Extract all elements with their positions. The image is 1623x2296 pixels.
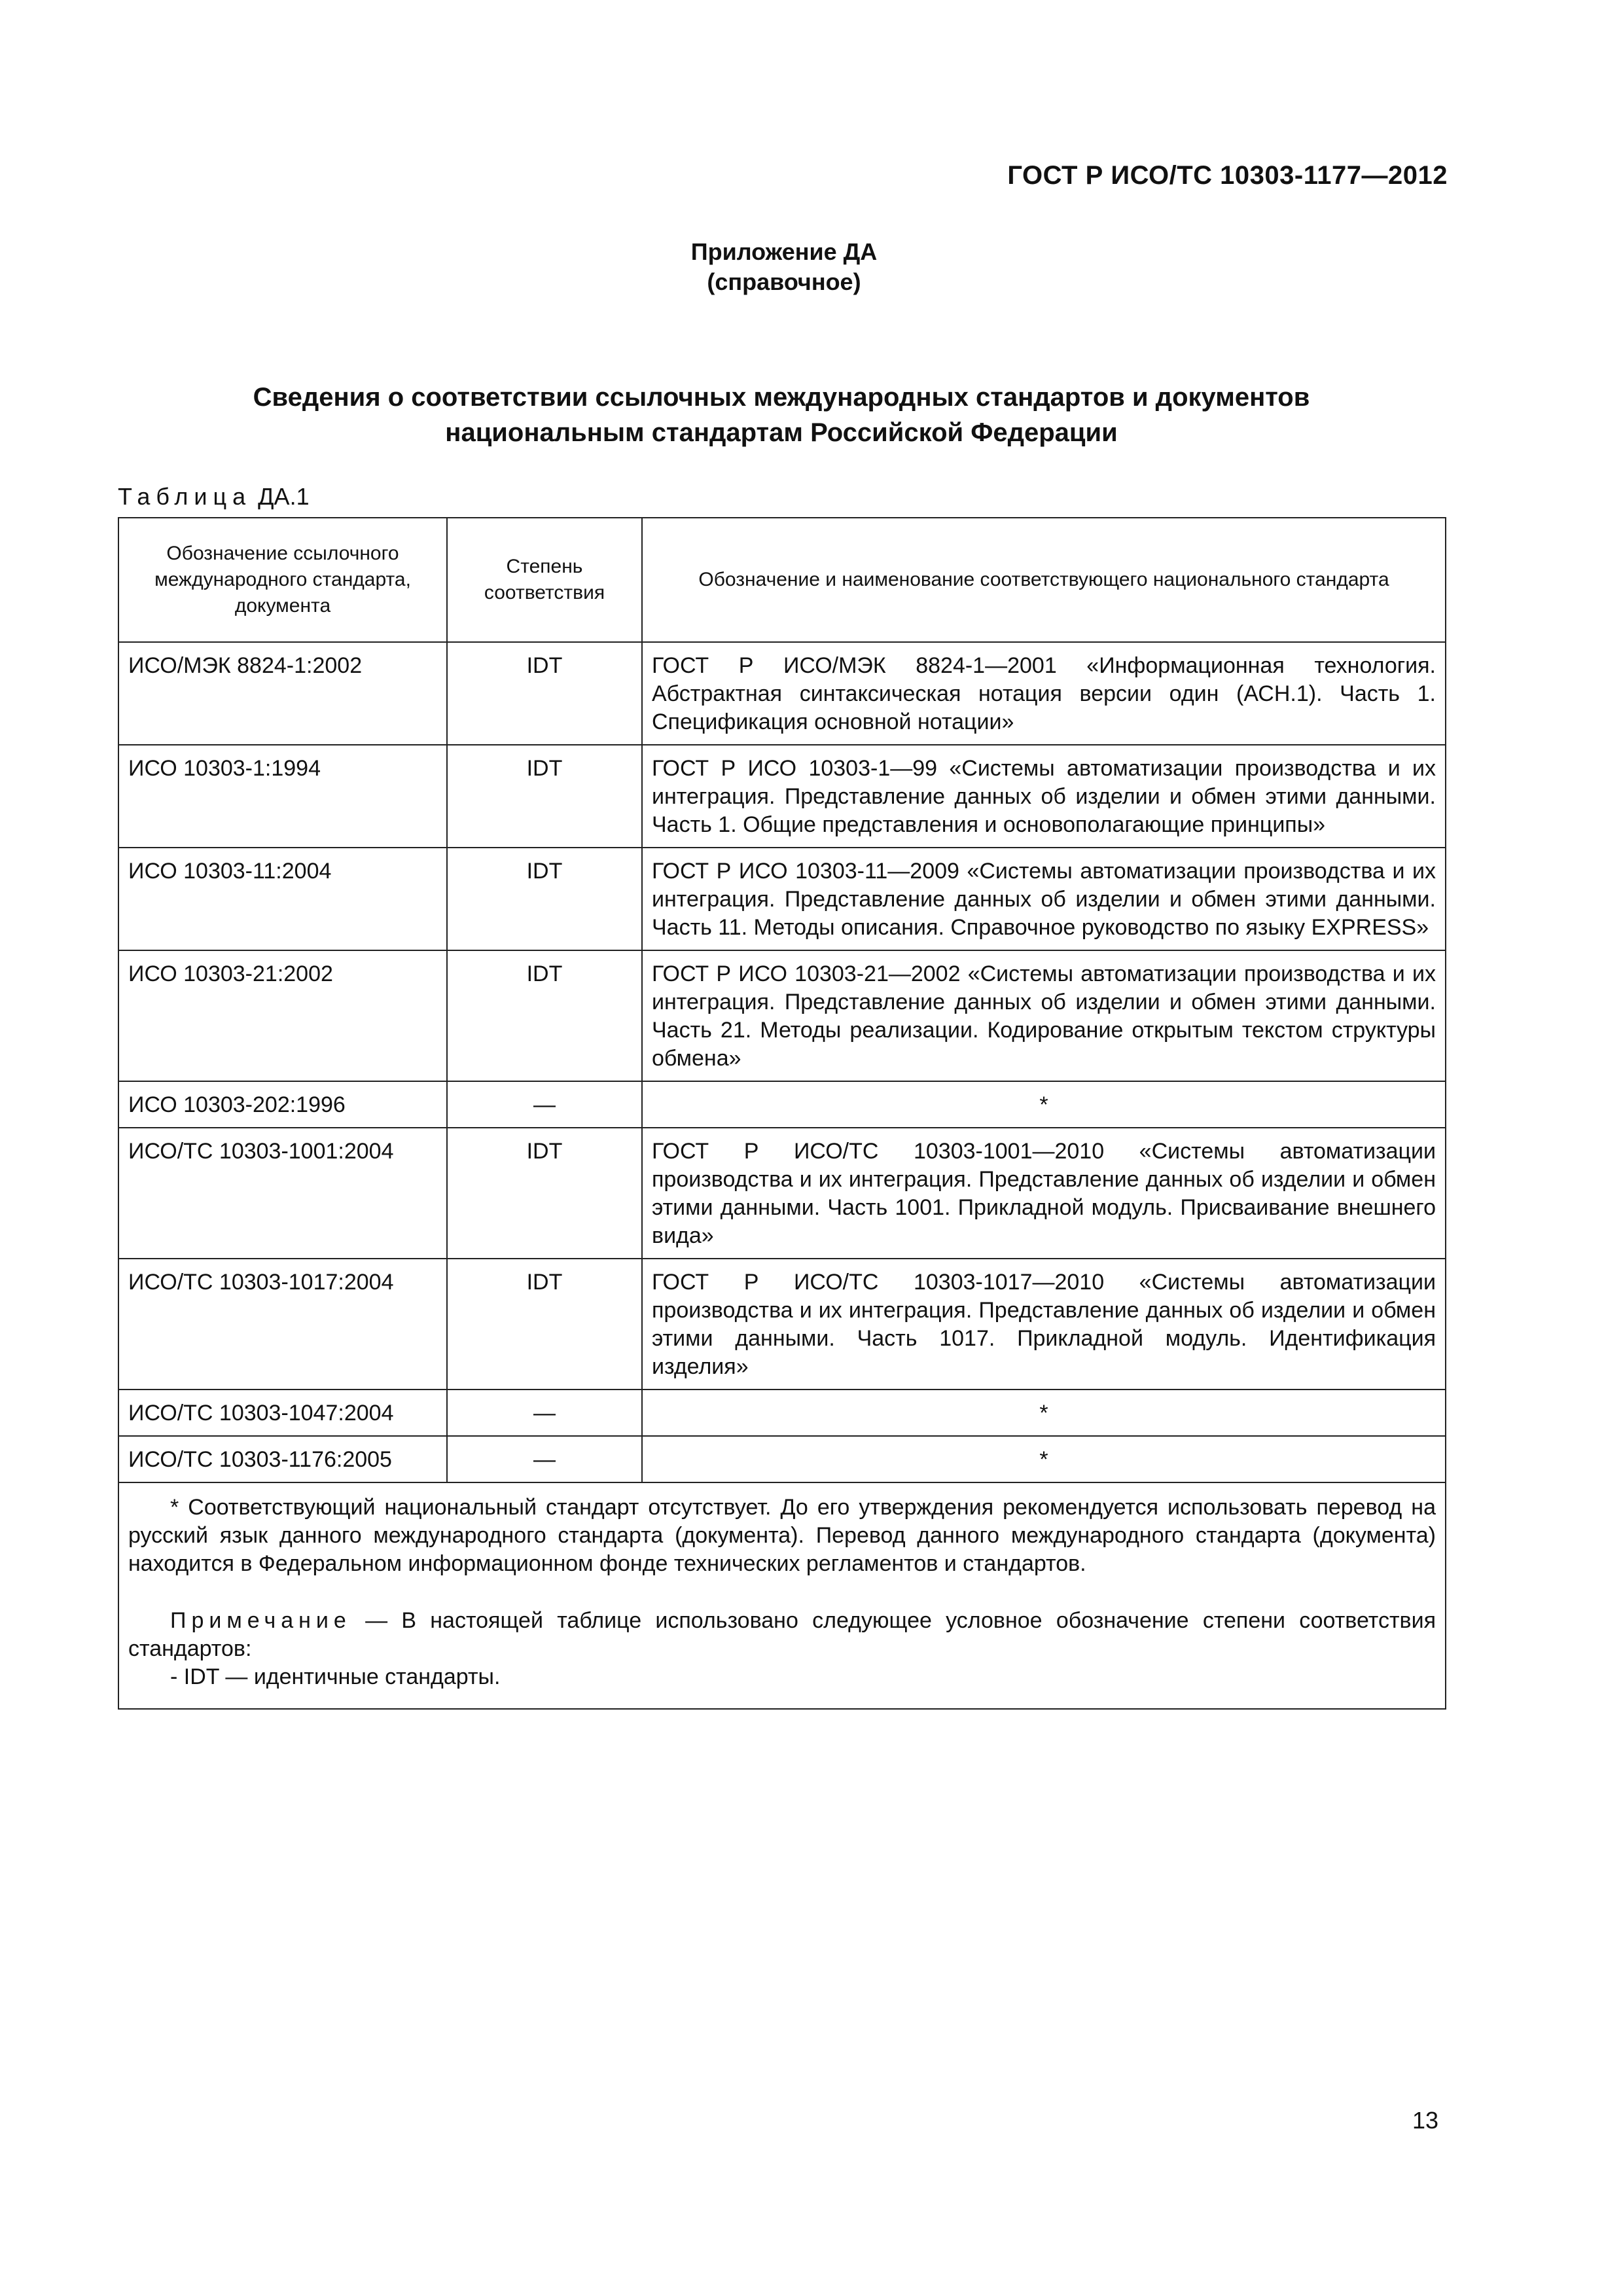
reference-standard-cell: ИСО/ТС 10303-1001:2004 (118, 1128, 447, 1259)
table-row (118, 1390, 1446, 1436)
column-header-reference: Обозначение ссылочного международного стандарта, документа (118, 518, 447, 642)
note-label: Примечание (170, 1608, 351, 1633)
section-title-line-1: Сведения о соответствии ссылочных международных стандартов и документов (253, 383, 1310, 412)
annex-type: (справочное) (707, 268, 861, 295)
table-row (118, 745, 1446, 848)
national-standard-cell: ГОСТ Р ИСО/ТС 10303-1017—2010 «Системы автоматизации производства и их интеграция. Представление данных об изделии и обмен этими данными. Часть 1017. Прикладной модуль. Идентификация изделия» (642, 1259, 1446, 1390)
degree-cell: IDT (447, 950, 642, 1081)
table-row (118, 950, 1446, 1081)
table-caption (118, 483, 310, 511)
table-row (118, 1436, 1446, 1482)
table-row (118, 642, 1446, 745)
table-header-row (118, 518, 1446, 642)
document-designation: ГОСТ Р ИСО/ТС 10303-1177—2012 (1007, 161, 1448, 190)
degree-cell: — (447, 1390, 642, 1436)
reference-standard-cell: ИСО/ТС 10303-1176:2005 (118, 1436, 447, 1482)
note-text: — В настоящей таблице использовано следующее условное обозначение степени соответствия стандартов: (128, 1608, 1436, 1661)
footnote-text: * Соответствующий национальный стандарт отсутствует. До его утверждения рекомендуется использовать перевод на русский язык данного международного стандарта (документа). Перевод данного международного стандарта (документа) находится в Федеральном информационном фонде технических регламентов и стандартов. (128, 1495, 1436, 1576)
national-standard-cell: ГОСТ Р ИСО 10303-11—2009 «Системы автоматизации производства и их интеграция. Представление данных об изделии и обмен этими данными. Часть 11. Методы описания. Справочное руководство по языку EXPRESS» (642, 848, 1446, 950)
reference-standard-cell: ИСО/ТС 10303-1047:2004 (118, 1390, 447, 1436)
degree-cell: IDT (447, 1128, 642, 1259)
national-standard-cell: ГОСТ Р ИСО/ТС 10303-1001—2010 «Системы автоматизации производства и их интеграция. Представление данных об изделии и обмен этими данными. Часть 1001. Прикладной модуль. Присваивание внешнего вида» (642, 1128, 1446, 1259)
reference-standard-cell: ИСО/МЭК 8824-1:2002 (118, 642, 447, 745)
table-footnote-cell (118, 1482, 1446, 1709)
degree-cell: IDT (447, 848, 642, 950)
degree-cell: IDT (447, 1259, 642, 1390)
section-title (118, 380, 1445, 450)
degree-cell: IDT (447, 642, 642, 745)
note-item: - IDT — идентичные стандарты. (170, 1664, 501, 1689)
correspondence-table-container (118, 517, 1445, 1710)
national-standard-cell: ГОСТ Р ИСО/МЭК 8824-1—2001 «Информационная технология. Абстрактная синтаксическая нотация версии один (АСН.1). Часть 1. Спецификация основной нотации» (642, 642, 1446, 745)
annex-title: Приложение ДА (690, 238, 878, 265)
degree-cell: — (447, 1081, 642, 1128)
table-footnote-row (118, 1482, 1446, 1709)
national-standard-cell: * (642, 1436, 1446, 1482)
table-row (118, 1128, 1446, 1259)
national-standard-cell: * (642, 1081, 1446, 1128)
table-caption-word: Таблица (118, 483, 252, 510)
table-row (118, 1081, 1446, 1128)
reference-standard-cell: ИСО 10303-1:1994 (118, 745, 447, 848)
reference-standard-cell: ИСО 10303-21:2002 (118, 950, 447, 1081)
table-row (118, 848, 1446, 950)
column-header-national: Обозначение и наименование соответствующего национального стандарта (642, 518, 1446, 642)
reference-standard-cell: ИСО/ТС 10303-1017:2004 (118, 1259, 447, 1390)
section-title-line-2: национальным стандартам Российской Федерации (445, 418, 1118, 447)
table-row (118, 1259, 1446, 1390)
reference-standard-cell: ИСО 10303-11:2004 (118, 848, 447, 950)
national-standard-cell: ГОСТ Р ИСО 10303-1—99 «Системы автоматизации производства и их интеграция. Представление данных об изделии и обмен этими данными. Часть 1. Общие представления и основополагающие принципы» (642, 745, 1446, 848)
reference-standard-cell: ИСО 10303-202:1996 (118, 1081, 447, 1128)
degree-cell: — (447, 1436, 642, 1482)
national-standard-cell: ГОСТ Р ИСО 10303-21—2002 «Системы автоматизации производства и их интеграция. Представление данных об изделии и обмен этими данными. Часть 21. Методы реализации. Кодирование открытым текстом структуры обмена» (642, 950, 1446, 1081)
column-header-degree: Степень соответствия (447, 518, 642, 642)
annex-heading (0, 237, 1568, 297)
table-caption-id: ДА.1 (258, 483, 310, 510)
correspondence-table (118, 517, 1446, 1710)
national-standard-cell: * (642, 1390, 1446, 1436)
page-number: 13 (1412, 2107, 1439, 2134)
note-paragraph (128, 1607, 1436, 1663)
degree-cell: IDT (447, 745, 642, 848)
